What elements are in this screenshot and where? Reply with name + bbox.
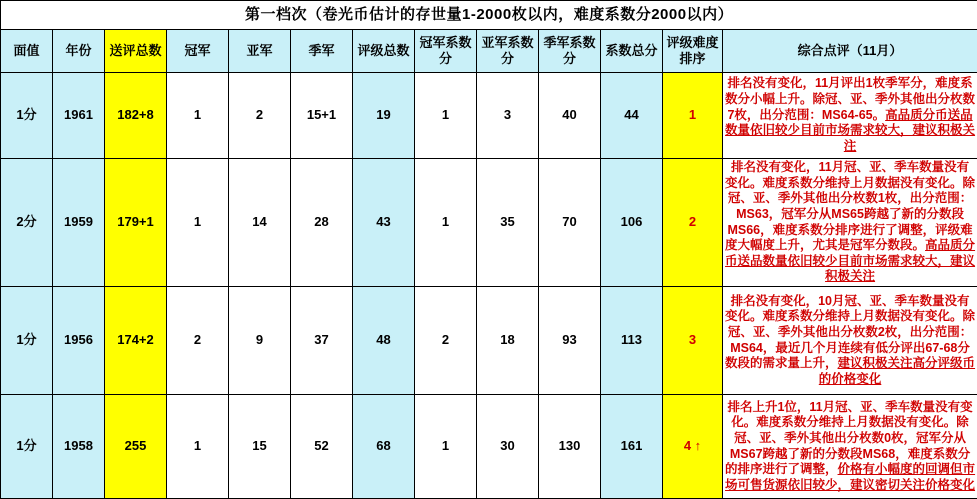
column-header-runner-up-score: 亚军系数分 <box>477 30 539 73</box>
cell-third-score: 93 <box>539 287 601 395</box>
cell-total-score: 113 <box>601 287 663 395</box>
cell-face-value: 2分 <box>1 159 53 287</box>
cell-third-score: 130 <box>539 395 601 499</box>
cell-champion-score: 1 <box>415 395 477 499</box>
cell-third: 52 <box>291 395 353 499</box>
column-header-runner-up: 亚军 <box>229 30 291 73</box>
table-row <box>1 287 977 395</box>
cell-champion-score: 1 <box>415 73 477 159</box>
cell-runner-up-score: 18 <box>477 287 539 395</box>
cell-face-value: 1分 <box>1 395 53 499</box>
column-header-face-value: 面值 <box>1 30 53 73</box>
cell-third-score: 70 <box>539 159 601 287</box>
column-header-grade-total: 评级总数 <box>353 30 415 73</box>
cell-third: 37 <box>291 287 353 395</box>
table-title-row <box>1 1 977 30</box>
cell-submit-total: 179+1 <box>105 159 167 287</box>
cell-comment: 排名上升1位，11月冠、亚、季车数量没有变化。难度系数分维持上月数据没有变化。除冠、亚、季外其他出分枚数0枚，冠军分从MS67跨越了新的分数段MS68，难度系数分的排序进行了调整，价格有小幅度的回调但市场可售货源依旧较少，建议密切关注价格变化 <box>723 395 977 499</box>
table-header-row <box>1 30 977 73</box>
table-row <box>1 159 977 287</box>
cell-champion: 2 <box>167 287 229 395</box>
cell-runner-up: 14 <box>229 159 291 287</box>
cell-grade-total: 19 <box>353 73 415 159</box>
cell-comment: 排名没有变化，11月冠、亚、季车数量没有变化。难度系数分维持上月数据没有变化。除冠、亚、季外其他出分枚数1枚，出分范围：MS63，冠军分从MS65跨越了新的分数段MS66，难度系数分排序进行了调整，评级难度大幅度上升，尤其是冠军分数段。高品质分币送品数量依旧较少目前市场需求较大，建议积极关注 <box>723 159 977 287</box>
cell-runner-up: 2 <box>229 73 291 159</box>
cell-total-score: 106 <box>601 159 663 287</box>
column-header-third: 季军 <box>291 30 353 73</box>
cell-year: 1958 <box>53 395 105 499</box>
cell-submit-total: 174+2 <box>105 287 167 395</box>
cell-comment: 排名没有变化，11月评出1枚季军分，难度系数分小幅上升。除冠、亚、季外其他出分枚数7枚，出分范围：MS64-65。高品质分币送品数量依旧较少目前市场需求较大，建议积极关注 <box>723 73 977 159</box>
column-header-rank: 评级难度排序 <box>663 30 723 73</box>
cell-submit-total: 255 <box>105 395 167 499</box>
cell-face-value: 1分 <box>1 73 53 159</box>
cell-year: 1961 <box>53 73 105 159</box>
cell-champion: 1 <box>167 73 229 159</box>
cell-grade-total: 43 <box>353 159 415 287</box>
cell-third-score: 40 <box>539 73 601 159</box>
cell-grade-total: 68 <box>353 395 415 499</box>
cell-comment: 排名没有变化，10月冠、亚、季车数量没有变化。难度系数分维持上月数据没有变化。除冠、亚、季外其他出分枚数2枚，出分范围：MS64，最近几个月连续有低分评出67-68分数段的需求量上升，建议积极关注高分评级币的价格变化 <box>723 287 977 395</box>
cell-total-score: 161 <box>601 395 663 499</box>
column-header-year: 年份 <box>53 30 105 73</box>
cell-year: 1956 <box>53 287 105 395</box>
cell-third: 15+1 <box>291 73 353 159</box>
cell-total-score: 44 <box>601 73 663 159</box>
table-row <box>1 73 977 159</box>
cell-third: 28 <box>291 159 353 287</box>
table-row <box>1 395 977 499</box>
cell-runner-up-score: 30 <box>477 395 539 499</box>
column-header-champion-score: 冠军系数分 <box>415 30 477 73</box>
cell-face-value: 1分 <box>1 287 53 395</box>
column-header-total-score: 系数总分 <box>601 30 663 73</box>
column-header-submit-total: 送评总数 <box>105 30 167 73</box>
cell-rank: 1 <box>663 73 723 159</box>
cell-champion-score: 1 <box>415 159 477 287</box>
cell-submit-total: 182+8 <box>105 73 167 159</box>
cell-grade-total: 48 <box>353 287 415 395</box>
page-title: 第一档次（卷光币估计的存世量1-2000枚以内，难度系数分2000以内） <box>1 1 977 30</box>
column-header-champion: 冠军 <box>167 30 229 73</box>
column-header-third-score: 季军系数分 <box>539 30 601 73</box>
cell-rank: 4 ↑ <box>663 395 723 499</box>
cell-champion: 1 <box>167 395 229 499</box>
cell-runner-up-score: 3 <box>477 73 539 159</box>
cell-rank: 2 <box>663 159 723 287</box>
cell-runner-up: 9 <box>229 287 291 395</box>
cell-runner-up: 15 <box>229 395 291 499</box>
column-header-comment: 综合点评（11月） <box>723 30 977 73</box>
cell-runner-up-score: 35 <box>477 159 539 287</box>
cell-rank: 3 <box>663 287 723 395</box>
cell-champion: 1 <box>167 159 229 287</box>
cell-champion-score: 2 <box>415 287 477 395</box>
cell-year: 1959 <box>53 159 105 287</box>
